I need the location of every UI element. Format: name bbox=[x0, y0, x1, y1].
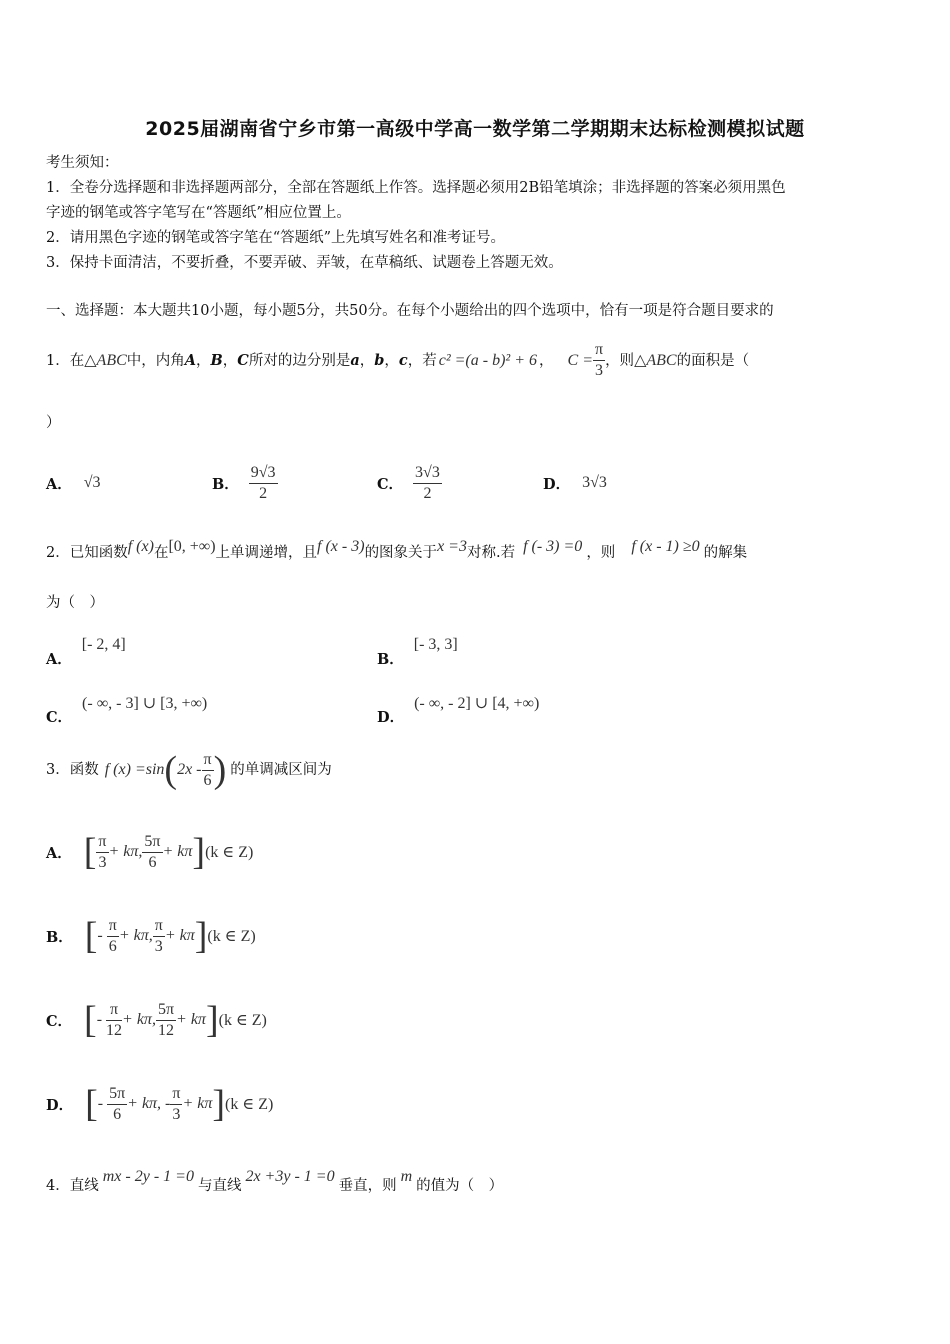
question-2-tail: 为（ ） bbox=[46, 595, 104, 611]
q3-option-b[interactable]: B． [ - $\frac{\pi}{6}$ + kπ, $\frac{\pi}{3}$ + kπ ] (k ∈ Z) bbox=[46, 915, 256, 957]
notice-item-1b: 字迹的钢笔或答字笔写在“答题纸”相应位置上。 bbox=[46, 205, 351, 221]
q1-option-b[interactable]: B． $\frac{9√3}{2}$ bbox=[212, 463, 276, 502]
q3-option-a[interactable]: A． [ $\frac{\pi}{3}$ + kπ, $\frac{5\pi}{6}$ + kπ ] (k ∈ Z) bbox=[46, 831, 254, 873]
q1-option-c[interactable]: C． $\frac{3√3}{2}$ bbox=[377, 463, 440, 502]
question-1: 1． 在 △ABC 中，内角 A ， B ， C 所对的边分别是 a ， b ， c ，若 c² =(a - b)² + 6 ， C = $\frac{\pi}{3}$ ，则 △ABC 的面积是（ bbox=[46, 341, 750, 379]
q3-option-c[interactable]: C． [ - $\frac{\pi}{12}$ + kπ, $\frac{5\pi}{12}$ + kπ ] (k ∈ Z) bbox=[46, 999, 267, 1041]
q3-option-d[interactable]: D． [ - $\frac{5\pi}{6}$ + kπ, - $\frac{\pi}{3}$ + kπ ] (k ∈ Z) bbox=[46, 1083, 274, 1125]
notice-item-1a: 1．全卷分选择题和非选择题两部分，全部在答题纸上作答。选择题必须用2B铅笔填涂；非选择题的答案必须用黑色 bbox=[46, 180, 786, 196]
q2-option-c[interactable]: C． (- ∞, - 3] ∪ [3, +∞) bbox=[46, 694, 208, 726]
q1-option-a[interactable]: A． √3 bbox=[46, 474, 101, 493]
q2-option-a[interactable]: A． [- 2, 4] bbox=[46, 635, 126, 668]
q1-option-d[interactable]: D． 3√3 bbox=[543, 474, 607, 493]
question-3: 3． 函数 f (x) =sin ( 2x - $\frac{\pi}{6}$ ) 的单调减区间为 bbox=[46, 749, 332, 791]
question-2: 2． 已知函数 f (x) 在 [0, +∞) 上单调递增，且 f (x - 3) 的图象关于 x =3 对称.若 f (- 3) =0 ，则 f (x - 1) ≥0 的解集 bbox=[46, 538, 748, 561]
q2-option-d[interactable]: D． (- ∞, - 2] ∪ [4, +∞) bbox=[377, 694, 540, 726]
q2-option-b[interactable]: B． [- 3, 3] bbox=[377, 635, 458, 668]
page-title: 2025届湖南省宁乡市第一高级中学高一数学第二学期期末达标检测模拟试题 bbox=[145, 118, 805, 140]
q1-equation: c² =(a - b)² + 6 bbox=[438, 351, 538, 369]
notice-item-2: 2．请用黑色字迹的钢笔或答字笔在“答题纸”上先填写姓名和准考证号。 bbox=[46, 230, 506, 246]
notice-heading: 考生须知： bbox=[46, 155, 119, 171]
notice-item-3: 3．保持卡面清洁，不要折叠，不要弄破、弄皱，在草稿纸、试题卷上答题无效。 bbox=[46, 255, 563, 271]
question-4: 4． 直线 mx - 2y - 1 =0 与直线 2x +3y - 1 =0 垂直，则 m 的值为（ ） bbox=[46, 1168, 504, 1194]
question-1-close: ） bbox=[46, 415, 61, 431]
section-heading: 一、选择题：本大题共10小题，每小题5分，共50分。在每个小题给出的四个选项中，恰有一项是符合题目要求的 bbox=[46, 303, 774, 319]
